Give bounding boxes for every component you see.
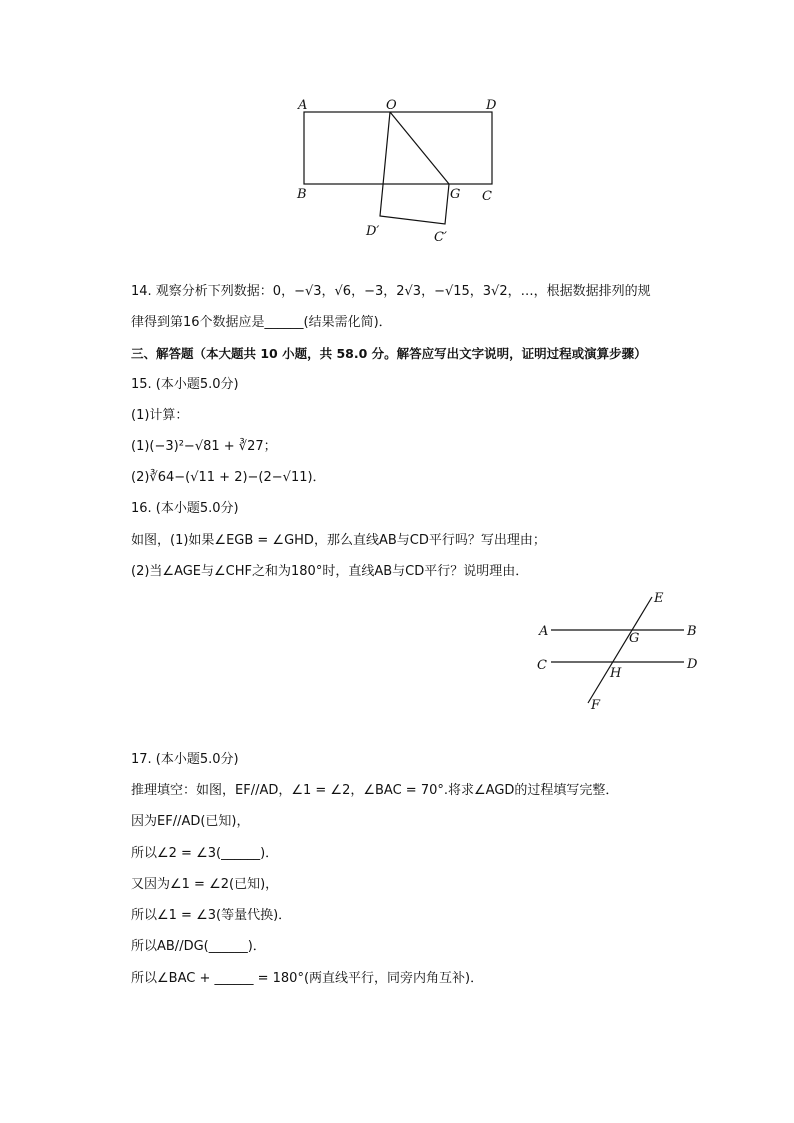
figure-rectangle-fold bbox=[0, 90, 794, 350]
rectangle-abcd bbox=[304, 112, 492, 184]
label-C: C bbox=[482, 189, 492, 204]
label-G2: G bbox=[629, 631, 640, 646]
figure-parallel-lines bbox=[0, 588, 794, 718]
q15-part1: (1)(−3)²−√81 + ∛27； bbox=[131, 439, 277, 454]
section3-title: 三、解答题（本大题共 10 小题，共 58.0 分。解答应写出文字说明，证明过程或演算步骤） bbox=[131, 346, 647, 361]
q15-header: 15. (本小题5.0分) bbox=[131, 377, 239, 392]
label-A: A bbox=[298, 98, 308, 113]
label-E: E bbox=[654, 591, 664, 606]
label-G: G bbox=[450, 187, 461, 202]
folded-part bbox=[380, 112, 449, 224]
q16-line1: 如图，(1)如果∠EGB = ∠GHD，那么直线AB与CD平行吗？写出理由； bbox=[131, 533, 546, 548]
label-D: D bbox=[486, 98, 497, 113]
q17-line4: 又因为∠1 = ∠2(已知)， bbox=[131, 877, 279, 892]
label-B: B bbox=[297, 187, 307, 202]
q15-intro: (1)计算： bbox=[131, 408, 189, 423]
q17-line1: 推理填空：如图，EF//AD，∠1 = ∠2，∠BAC = 70°.将求∠AGD的过程填写完整． bbox=[131, 783, 619, 798]
q17-line2: 因为EF//AD(已知)， bbox=[131, 814, 250, 829]
q16-line2: (2)当∠AGE与∠CHF之和为180°时，直线AB与CD平行？说明理由． bbox=[131, 564, 529, 579]
label-O: O bbox=[386, 98, 397, 113]
q17-header: 17. (本小题5.0分) bbox=[131, 752, 239, 767]
q16-header: 16. (本小题5.0分) bbox=[131, 501, 239, 516]
q17-line5: 所以∠1 = ∠3(等量代换)． bbox=[131, 908, 292, 923]
label-C2: C bbox=[537, 658, 547, 673]
label-F2: F bbox=[591, 698, 601, 713]
q14-line1: 14. 观察分析下列数据：0，−√3，√6，−3，2√3，−√15，3√2，…，根据数据排列的规 bbox=[131, 284, 651, 299]
label-C-prime: C′ bbox=[434, 230, 447, 245]
q17-line3: 所以∠2 = ∠3(______)． bbox=[131, 846, 279, 861]
label-D2: D bbox=[687, 657, 698, 672]
label-B2: B bbox=[687, 624, 697, 639]
label-H2: H bbox=[610, 666, 622, 681]
label-D-prime: D′ bbox=[366, 224, 380, 239]
transversal-ef bbox=[588, 597, 652, 703]
q15-part2: (2)∛64−(√11 + 2)−(2−√11)． bbox=[131, 470, 326, 485]
q17-line7: 所以∠BAC + ______ = 180°(两直线平行，同旁内角互补)． bbox=[131, 971, 484, 986]
q17-line6: 所以AB//DG(______)． bbox=[131, 939, 266, 954]
label-A2: A bbox=[539, 624, 549, 639]
q14-line2: 律得到第16个数据应是______(结果需化简)． bbox=[131, 315, 392, 330]
fold-line-og bbox=[390, 112, 449, 184]
